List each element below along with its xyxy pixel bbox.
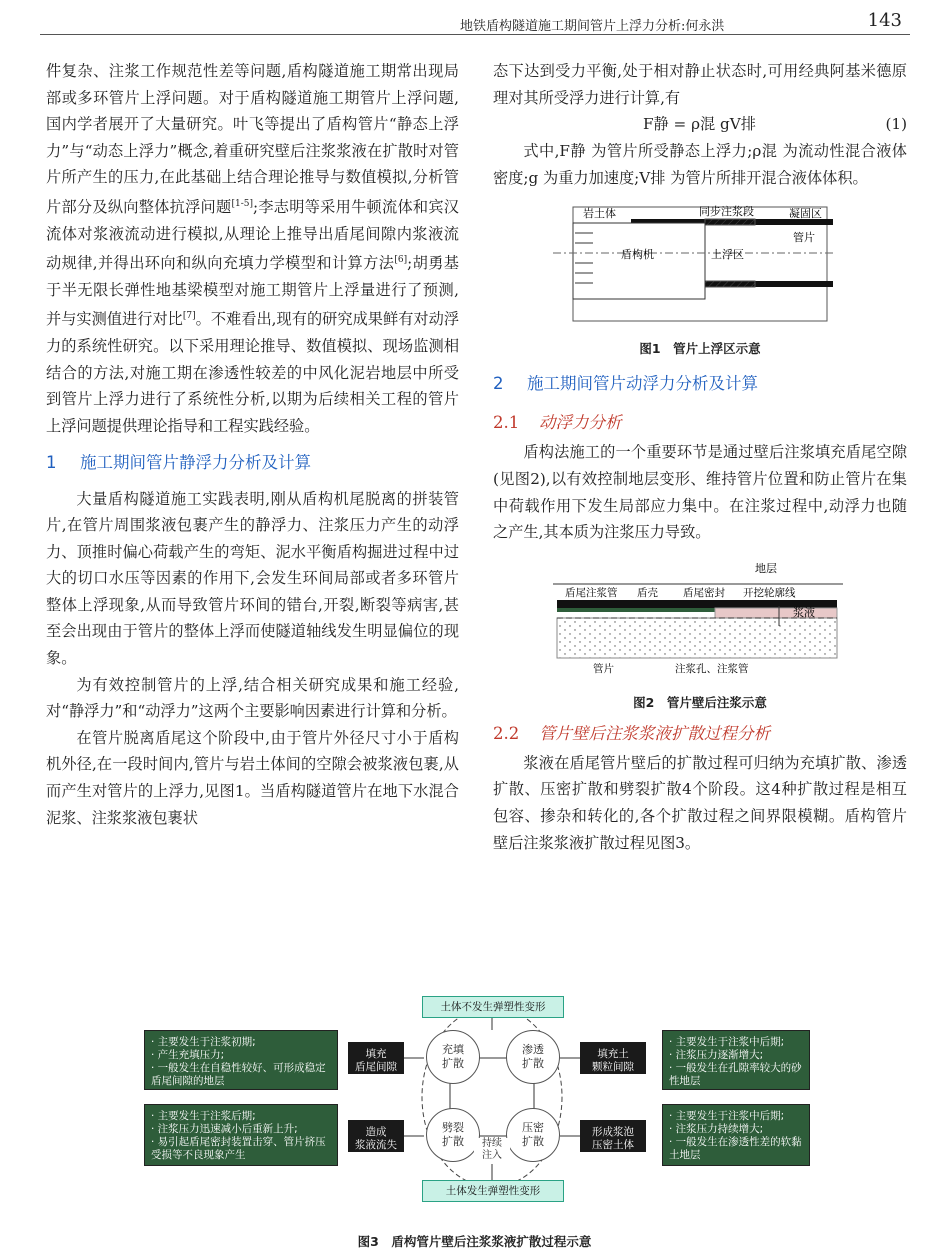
fig3-loss-label: 造成 浆液流失 — [348, 1120, 404, 1152]
intro-paragraph: 件复杂、注浆工作规范性差等问题,盾构隧道施工期常出现局部或多环管片上浮问题。对于盾构隧道施工期管片上浮问题,国内学者展开了大量研究。叶飞等提出了盾构管片“静态上浮力”与“动态上浮力”概念,着重研究壁后注浆浆液在扩散时对管片所产生的压力,在此基础上结合理论推导与数值模拟,分析管片部分及纵向整体抗浮问题[1-5];李志明等采用牛顿流体和宾汉流体对浆液流动进行模拟,从理论上推导出盾尾间隙内浆液流动规律,并得出环向和纵向充填力学模型和计算方法[6];胡勇基于半无限长弹性地基梁模型对施工期管片上浮量进行了预测,并与实测值进行对比[7]。不难看出,现有的研究成果鲜有对动浮力的系统性研究。以下采用理论推导、数值模拟、现场监测相结合的方法,对施工期在渗透性较差的中风化泥岩地层中所受到管片上浮力进行了系统性分析,以期为后续相关工程的管片上浮问题提供理论指导和工程实践经验。 — [46, 62, 460, 435]
equation-1 — [493, 111, 907, 138]
paragraph: 在管片脱离盾尾这个阶段中,由于管片外径尺寸小于盾构机外径,在一段时间内,管片与岩土体间的空隙会被浆液包裹,从而产生对管片的上浮力,见图1。当盾构隧道管片在地下水混合泥浆、注浆浆液包裹状 — [46, 728, 459, 827]
fig3-bottom-label: 土体发生弹塑性变形 — [422, 1180, 564, 1202]
fig2-tail-pipe — [557, 608, 737, 612]
fig1-shield-label: 盾构机 — [621, 248, 654, 262]
fig1-rock-label: 岩土体 — [583, 207, 616, 221]
section-heading-1: 1 施工期间管片静浮力分析及计算 — [46, 452, 311, 472]
running-title: 地铁盾构隧道施工期间管片上浮力分析:何永洪 — [460, 19, 725, 34]
fig2-grout-zone — [715, 608, 837, 618]
fig1-sync-grout-bottom — [705, 281, 755, 287]
fig2-segment-body — [557, 618, 837, 658]
fig2-segment-label: 管片 — [593, 662, 614, 675]
fig1-uplift-label: 上浮区 — [711, 248, 744, 262]
fig3-sustain-label: 持续 注入 — [474, 1138, 510, 1162]
fig2-tail-pipe-label: 盾尾注浆管 — [565, 586, 618, 599]
figure-2-diagram — [493, 556, 907, 678]
fig3-compaction-diffusion: 压密 扩散 — [506, 1108, 560, 1162]
figure-3 — [142, 994, 807, 1254]
right-column — [493, 58, 907, 856]
fig1-sync-grout-label: 同步注浆段 — [699, 205, 754, 219]
fig1-sync-grout-top — [705, 219, 755, 225]
figure-1 — [493, 205, 907, 356]
page-header — [40, 0, 910, 35]
fig2-excavation-label: 开挖轮廓线 — [743, 586, 796, 599]
equation-number: (1) — [885, 115, 907, 134]
paragraph: 式中,F静 为管片所受静态上浮力;ρ混 为流动性混合液体密度;g 为重力加速度;V排 为管片所排开混合液体体积。 — [493, 142, 907, 187]
fig1-solidified-label: 凝固区 — [789, 207, 822, 221]
fig2-ground-label: 地层 — [755, 561, 777, 575]
citation: [6] — [394, 255, 408, 266]
fig1-shield-machine — [573, 223, 705, 299]
paragraph: 大量盾构隧道施工实践表明,刚从盾构机尾脱离的拼装管片,在管片周围浆液包裹产生的静浮力、注浆压力产生的动浮力、顶推时偏心荷载产生的弯矩、泥水平衡盾构掘进过程中过大的切口水压等因素的作用下,会发生环间局部或者多环管片整体上浮现象,从而导致管片环间的错台,开裂,断裂等病害,甚至会出现由于管片的整体上浮而使隧道轴线发生明显偏位的现象。 — [46, 489, 459, 668]
paragraph: 盾构法施工的一个重要环节是通过壁后注浆填充盾尾空隙(见图2),以有效控制地层变形、维持管片位置和防止管片在集中荷载作用下发生局部应力集中。在注浆过程中,动浮力也随之产生,其本质为注浆压力导致。 — [493, 443, 907, 542]
paragraph: 为有效控制管片的上浮,结合相关研究成果和施工经验,对“静浮力”和“动浮力”这两个主要影响因素进行计算和分析。 — [46, 675, 459, 721]
fig3-bottom-left-box: · 主要发生于注浆后期; · 注浆压力迅速减小后重新上升; · 易引起盾尾密封装置击穿、管片挤压受损等不良现象产生 — [144, 1104, 338, 1166]
section-heading-2: 2 施工期间管片动浮力分析及计算 — [493, 374, 758, 394]
fig3-bubble-label: 形成浆泡 压密土体 — [580, 1120, 646, 1152]
paragraph: 态下达到受力平衡,处于相对静止状态时,可用经典阿基米德原理对其所受浮力进行计算,有 — [493, 62, 907, 107]
fig3-bottom-right-box: · 主要发生于注浆中后期; · 注浆压力持续增大; · 一般发生在渗透性差的软黏土地层 — [662, 1104, 810, 1166]
citation: [1-5] — [231, 198, 253, 209]
fig3-fill-diffusion: 充填 扩散 — [426, 1030, 480, 1084]
left-column — [46, 58, 459, 831]
fig3-top-label: 土体不发生弹塑性变形 — [422, 996, 564, 1018]
fig1-segment-label: 管片 — [793, 231, 815, 245]
fig2-tail-seal-label: 盾尾密封 — [683, 586, 725, 599]
figure-2-caption: 图2 管片壁后注浆示意 — [633, 695, 767, 711]
fig3-fill-gap-label: 填充 盾尾间隙 — [348, 1042, 404, 1074]
subsection-heading-2-2: 2.2 管片壁后注浆浆液扩散过程分析 — [493, 723, 770, 743]
figure-1-caption: 图1 管片上浮区示意 — [639, 340, 761, 356]
fig2-holes-label: 注浆孔、注浆管 — [675, 662, 749, 675]
subsection-heading-2-1: 2.1 动浮力分析 — [493, 413, 622, 433]
fig3-permeation-diffusion: 渗透 扩散 — [506, 1030, 560, 1084]
fig3-fill-soil-label: 填充土 颗粒间隙 — [580, 1042, 646, 1074]
figure-1-diagram — [493, 205, 907, 323]
citation: [7] — [182, 311, 196, 322]
fig2-shell-label: 盾壳 — [637, 586, 658, 599]
figure-2 — [493, 556, 907, 712]
fig2-grout-label: 浆液 — [793, 605, 815, 619]
fig3-splitting-diffusion: 劈裂 扩散 — [426, 1108, 480, 1162]
fig3-top-right-box: · 主要发生于注浆中后期; · 注浆压力逐渐增大; · 一般发生在孔隙率较大的砂性地层 — [662, 1030, 810, 1090]
fig3-top-left-box: · 主要发生于注浆初期; · 产生充填压力; · 一般发生在自稳性较好、可形成稳定盾尾间隙的地层 — [144, 1030, 338, 1090]
figure-3-caption: 图3 盾构管片壁后注浆浆液扩散过程示意 — [357, 1234, 592, 1249]
paragraph: 浆液在盾尾管片壁后的扩散过程可归纳为充填扩散、渗透扩散、压密扩散和劈裂扩散4个阶段。这4种扩散过程是相互包容、掺杂和转化的,各个扩散过程之间界限模糊。盾构管片壁后注浆浆液扩散过程见图3。 — [493, 753, 907, 852]
equation-formula: F静 = ρ混 gV排 — [643, 115, 756, 134]
page-number: 143 — [867, 10, 902, 31]
